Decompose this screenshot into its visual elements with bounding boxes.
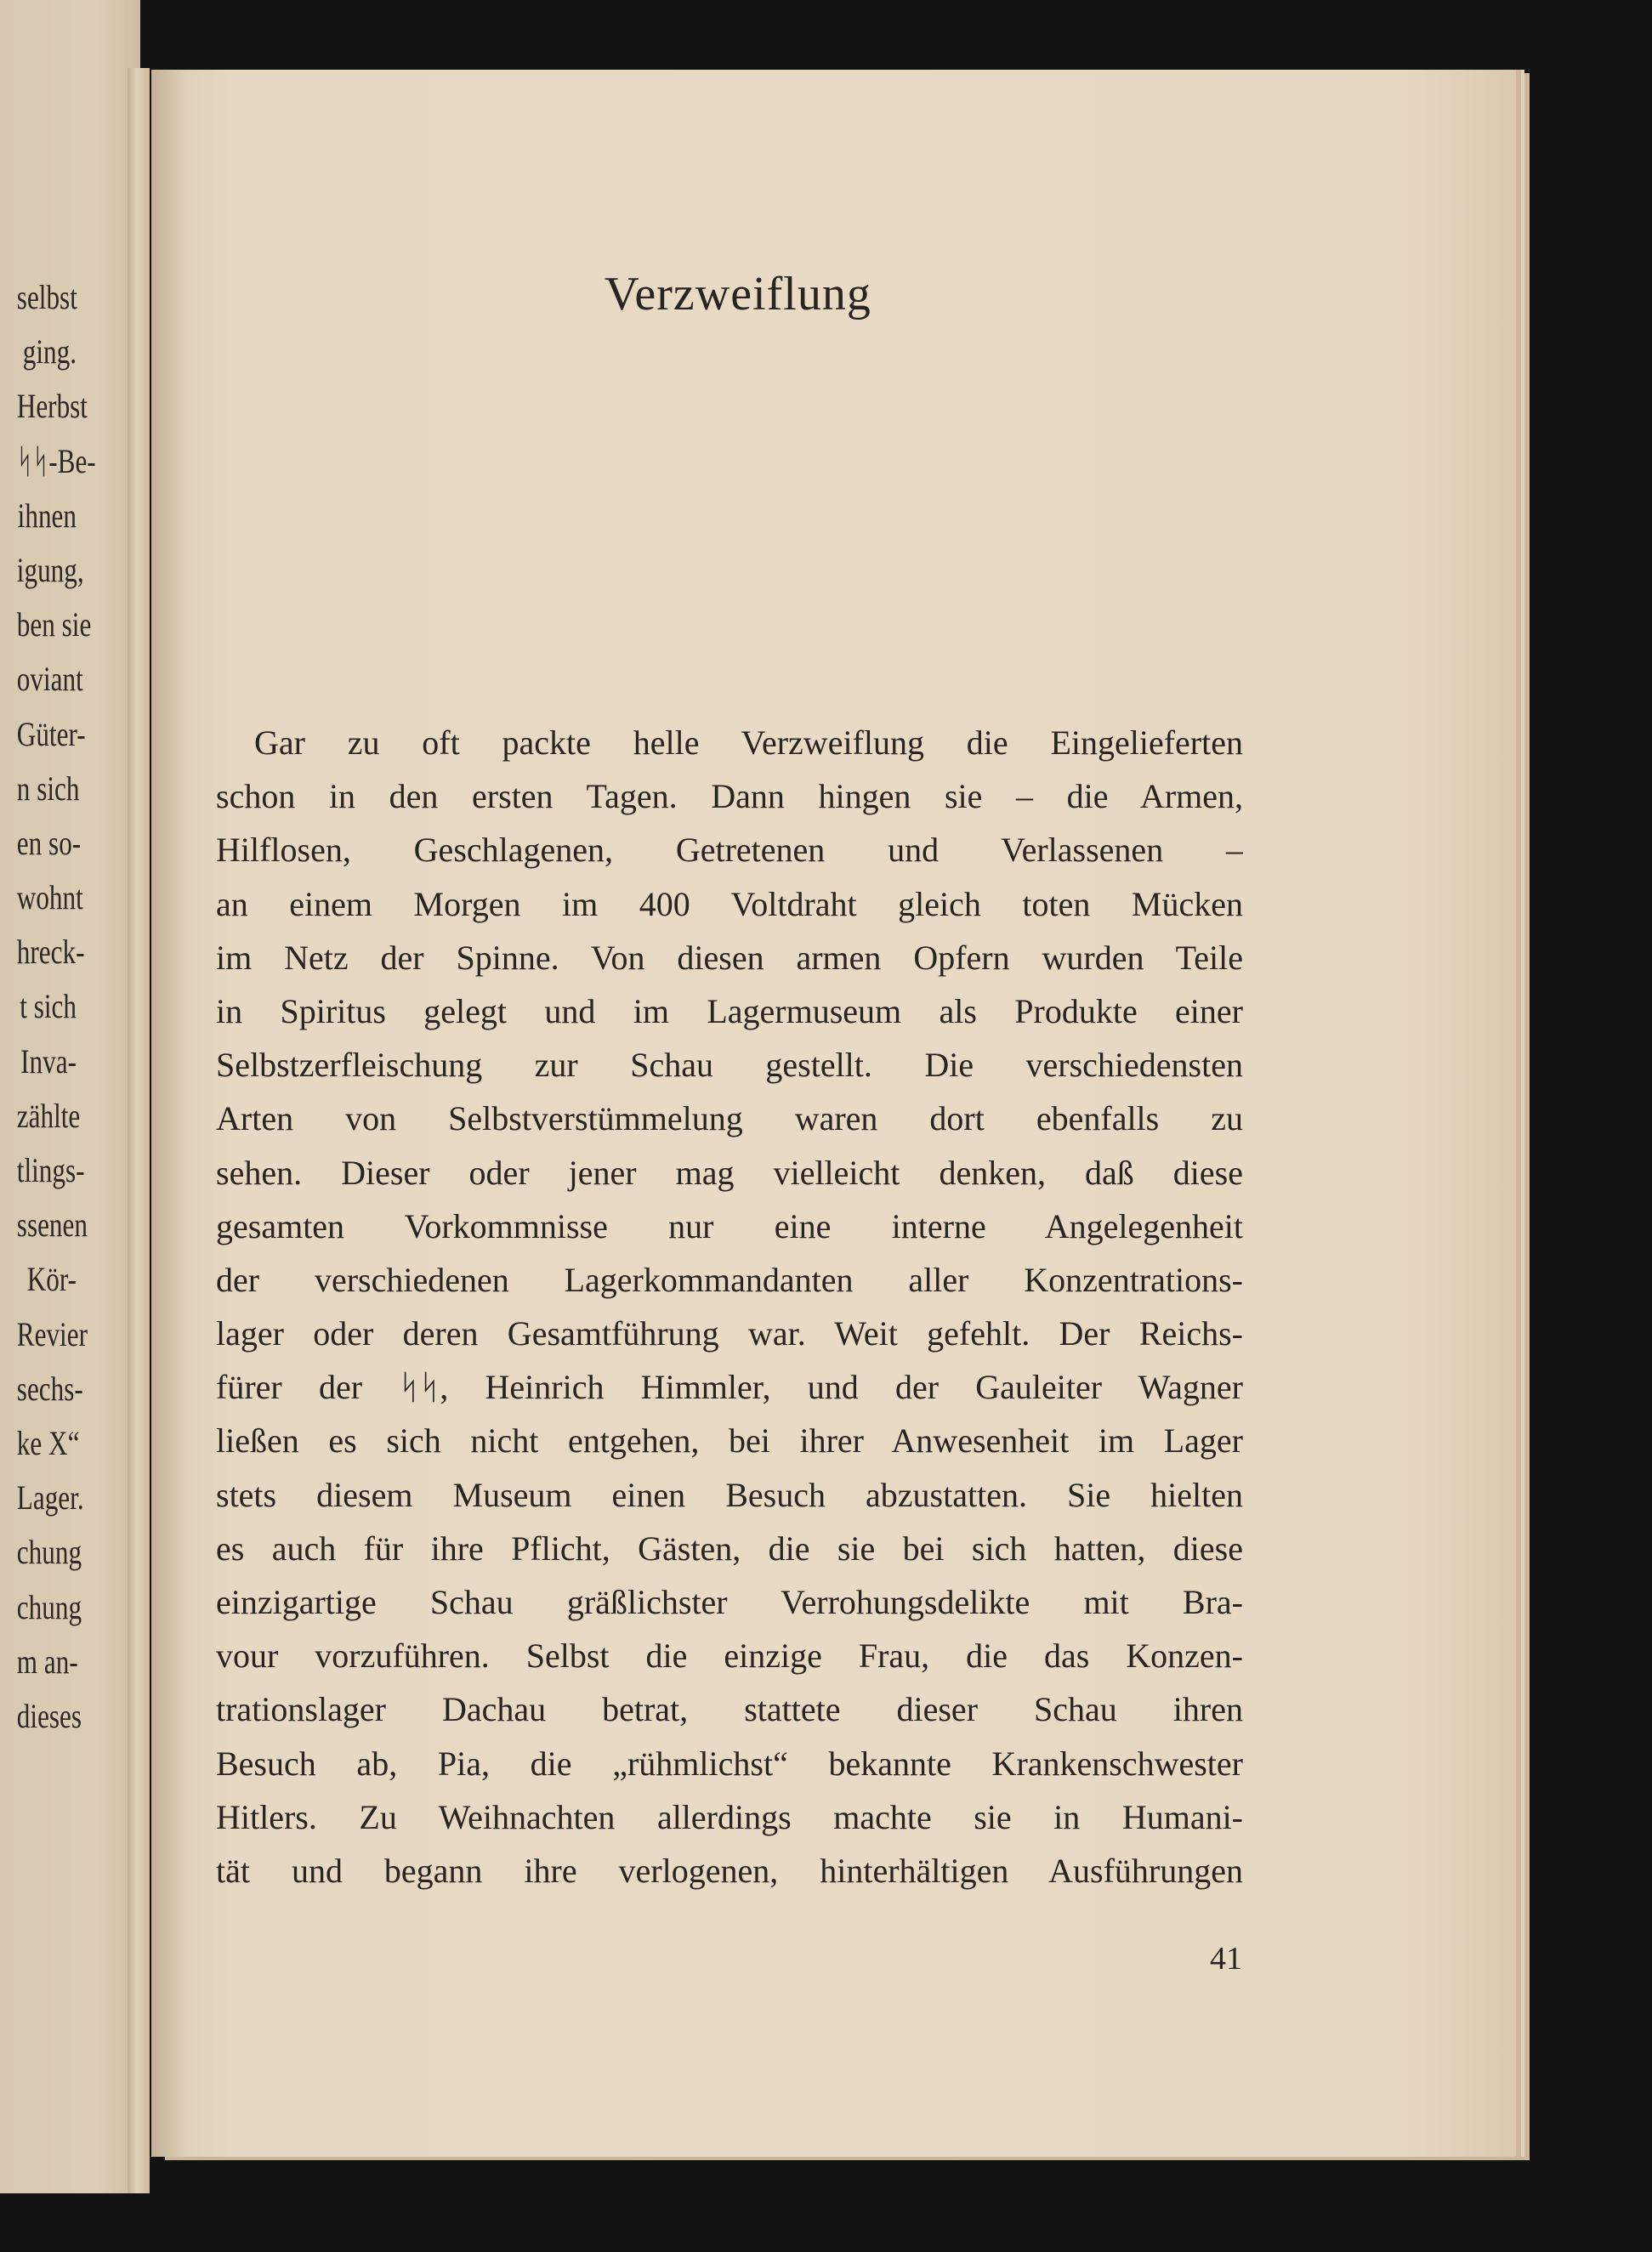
text-line: Hilflosen, Geschlagenen, Getretenen und Verlassenen – <box>216 831 1243 870</box>
chapter-title: Verzweiflung <box>605 268 871 320</box>
facing-line: Revier <box>16 1314 88 1353</box>
facing-line: zählte <box>16 1096 81 1135</box>
facing-line: ben sie <box>16 605 92 644</box>
text-line: vour vorzuführen. Selbst die einzige Frau, die das Konzen- <box>216 1637 1243 1676</box>
facing-line: t sich <box>20 987 77 1026</box>
facing-line: dieses <box>16 1696 82 1735</box>
facing-line: Kör- <box>26 1260 77 1299</box>
text-line: Arten von Selbstverstümmelung waren dort ebenfalls zu <box>216 1099 1243 1138</box>
facing-line: hreck- <box>16 933 85 972</box>
facing-line: m an- <box>16 1642 78 1681</box>
text-line: einzigartige Schau gräßlichster Verrohungsdelikte mit Bra- <box>216 1583 1243 1621</box>
page-number: 41 <box>1210 1941 1242 1977</box>
facing-line: ging. <box>22 332 77 372</box>
facing-line: sechs- <box>16 1369 83 1408</box>
facing-line: ke X“ <box>16 1423 80 1462</box>
book-gutter <box>128 68 150 2193</box>
facing-line: Lager. <box>16 1478 84 1517</box>
facing-line: n sich <box>16 769 80 808</box>
text-line: trationslager Dachau betrat, stattete dieser Schau ihren <box>216 1690 1243 1729</box>
text-line: ließen es sich nicht entgehen, bei ihrer Anwesenheit im Lager <box>216 1421 1243 1461</box>
text-line: Gar zu oft packte helle Verzweiflung die Eingelieferten <box>254 723 1243 762</box>
facing-line: chung <box>16 1587 82 1626</box>
text-line: Selbstzerfleischung zur Schau gestellt. Die verschiedensten <box>216 1046 1243 1085</box>
facing-line: chung <box>16 1533 82 1572</box>
facing-line: selbst <box>16 278 77 316</box>
text-line: es auch für ihre Pflicht, Gästen, die sie bei sich hatten, diese <box>216 1529 1243 1568</box>
text-line: sehen. Dieser oder jener mag vielleicht denken, daß diese <box>216 1153 1243 1192</box>
facing-line: tlings- <box>16 1151 85 1189</box>
facing-line: ᛋᛋ-Be- <box>16 441 96 480</box>
body-text <box>216 716 1243 1897</box>
facing-line: Inva- <box>20 1041 77 1081</box>
facing-line: igung, <box>16 550 84 589</box>
text-line: in Spiritus gelegt und im Lagermuseum als Produkte einer <box>216 991 1243 1030</box>
text-line: im Netz der Spinne. Von diesen armen Opfern wurden Teile <box>216 938 1243 977</box>
text-line: der verschiedenen Lagerkommandanten aller Konzentrations- <box>216 1260 1243 1299</box>
facing-line: Güter- <box>16 714 86 753</box>
facing-line: oviant <box>16 660 83 699</box>
text-line: schon in den ersten Tagen. Dann hingen sie – die Armen, <box>216 777 1243 816</box>
text-line: Besuch ab, Pia, die „rühmlichst“ bekannte Krankenschwester <box>216 1744 1243 1783</box>
text-line: gesamten Vorkommnisse nur eine interne Angelegenheit <box>216 1206 1243 1245</box>
book-page <box>151 70 1516 2157</box>
facing-page-left <box>0 0 140 2193</box>
text-line: fürer der ᛋᛋ, Heinrich Himmler, und der Gauleiter Wagner <box>216 1368 1243 1407</box>
facing-line: wohnt <box>16 878 83 917</box>
text-line: stets diesem Museum einen Besuch abzustatten. Sie hielten <box>216 1475 1243 1514</box>
facing-line: ssenen <box>16 1205 88 1245</box>
text-line: lager oder deren Gesamtführung war. Weit gefehlt. Der Reichs- <box>216 1314 1243 1353</box>
facing-line: ihnen <box>17 496 77 535</box>
facing-line: en so- <box>16 823 82 862</box>
spine-shadow <box>151 70 185 2157</box>
facing-page-text <box>16 270 96 1744</box>
text-line: Hitlers. Zu Weihnachten allerdings machte sie in Humani- <box>216 1797 1243 1836</box>
facing-line: Herbst <box>16 387 88 426</box>
text-line: tät und begann ihre verlogenen, hinterhältigen Ausführungen <box>216 1851 1243 1890</box>
text-line: an einem Morgen im 400 Voltdraht gleich toten Mücken <box>216 884 1243 923</box>
